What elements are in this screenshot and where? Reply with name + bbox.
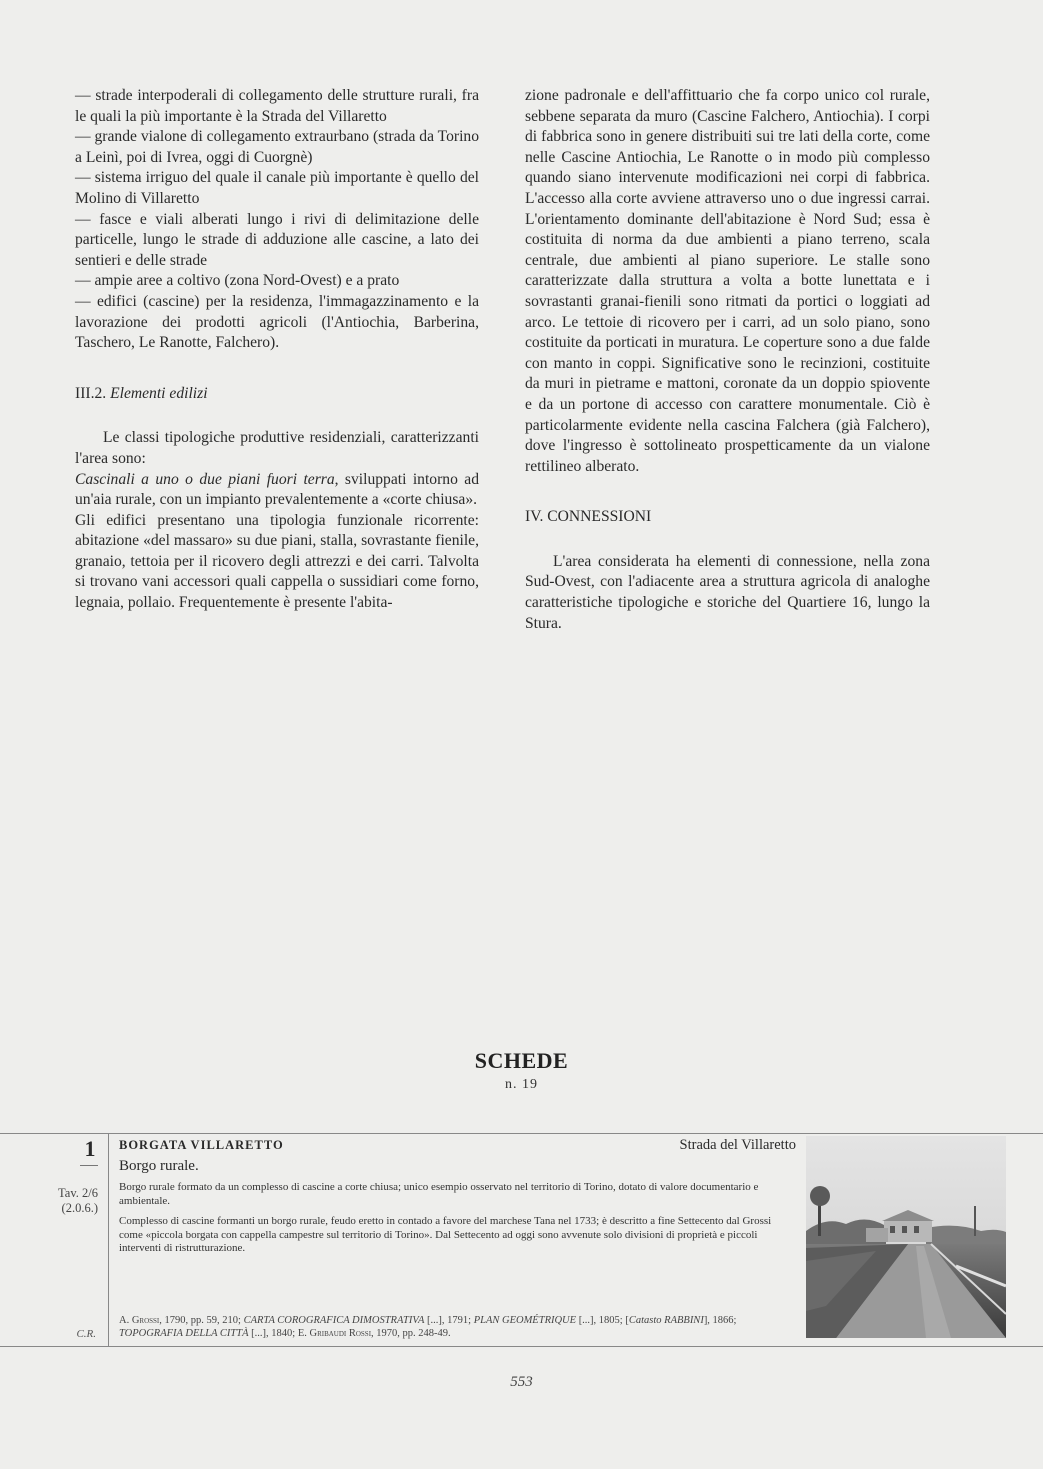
list-item-fasce: — fasce e viali alberati lungo i rivi di delimitazione delle particelle, lungo le strade di adduzione alle cascine, a lato dei sentieri e delle strade (75, 210, 479, 269)
borgata-photo-image (806, 1136, 1006, 1338)
card-description-summary: Borgo rurale formato da un complesso di cascine a corte chiusa; unico esempio osservato nel territorio di Torino, dotato di valore documentario e ambientale. (119, 1181, 759, 1207)
paragraph-connessioni: L'area considerata ha elementi di connessione, nella zona Sud-Ovest, con l'adiacente area a struttura agricola di analoghe caratteristiche tipologiche e storiche del Quartiere 16, lungo la Stura. (525, 552, 930, 632)
list-item-edifici: — edifici (cascine) per la residenza, l'immagazzinamento e la lavorazione dei prodotti agricoli (l'Antiochia, Barberina, Taschero, Le Ranotte, Falchero). (75, 292, 479, 352)
cascinali-text: , sviluppati intorno ad un'aia rurale, con un impianto prevalentemente a «corte chiusa». (75, 470, 480, 509)
card-street: Strada del Villaretto (679, 1137, 796, 1153)
paragraph-edifici: Gli edifici presentano una tipologia funzionale ricorrente: abitazione «del massaro» su due piani, stalla, sovrastante fienile, granaio, tettoia per il ricovero degli attrezzi e dei carri. Talvolta si trovano vani accessori quali cappella o sussidiari come forno, legnaia, pollaio. Frequentemente è presente l'abita- (75, 511, 479, 612)
section-title: Elementi edilizi (110, 384, 208, 402)
ref-author-gribaudi: Gribaudi Rossi (309, 1328, 372, 1339)
ref-title: TOPOGRAFIA DELLA CITTÀ (119, 1328, 249, 1339)
list-item-irriguo: — sistema irriguo del quale il canale più importante è quello del Molino di Villaretto (75, 169, 479, 207)
ref-text: [...], 1791; (424, 1315, 474, 1326)
paragraph-cascinali (75, 470, 479, 511)
schede-number: n. 19 (505, 1077, 538, 1092)
card-tav-code: (2.0.6.) (61, 1201, 98, 1215)
card-tav (30, 1186, 98, 1216)
schede-title: SCHEDE (474, 1048, 569, 1073)
card-author: C.R. (76, 1328, 96, 1340)
section-number: III.2. (75, 384, 107, 402)
card-description-history: Complesso di cascine formanti un borgo rurale, feudo eretto in contado a favore del marchese Tana nel 1733; è descritto a fine Settecento dal Grossi come «piccola borgata con cappella campestre sul territorio di Torino». Dal Settecento ad oggi sono avvenute solo divisioni di proprietà e piccoli interventi di ristrutturazione. (119, 1215, 772, 1254)
paragraph-abitazione: zione padronale e dell'affittuario che fa corpo unico col rurale, sebbene separata da muro (Cascine Falchero, Antiochia). I corpi di fabbrica sono in genere distribuiti sui tre lati della corte, come nelle Cascine Antiochia, Le Ranotte o in modo più complesso quando siano intervenute modificazioni nei corpi di fabbrica. L'accesso alla corte avviene attraverso uno o due ingressi carrai. L'orientamento dominante dell'abitazione è Nord Sud; essa è costituita di norma da due ambienti a piano terreno, scala centrale, due ambienti al piano superiore. Le stalle sono caratterizzate dalla struttura a volta a botte lunettata e i sovrastanti granai-fienili sono ritmati da portici o loggiati ad arco. Le tettoie di ricovero per i carri, ad un solo piano, sono costituite da porticati in muratura. Le coperture sono a due falde con manto in coppi. Significative sono le recinzioni, costituite da muri in pietrame e mattoni, coronate da un doppio spiovente e da un portone di accesso con carattere monumentale. Ciò è particolarmente evidente nella cascina Falchera (già Falchero), dove l'ingresso è sottolineato prospetticamente da un vialone rettilineo alberato. (525, 87, 930, 475)
card-name: BORGATA VILLARETTO (119, 1138, 284, 1152)
card-tav-label: Tav. 2/6 (58, 1186, 98, 1200)
ref-text: , 1790, pp. 59, 210; (159, 1315, 244, 1326)
ref-title: Catasto RABBINI (628, 1315, 704, 1326)
ref-title: PLAN GEOMÉTRIQUE (473, 1315, 577, 1326)
page-number: 553 (510, 1374, 533, 1390)
ref-title: CARTA COROGRAFICA DIMOSTRATIVA (243, 1315, 425, 1326)
right-column (525, 86, 930, 634)
card-number: 1 (84, 1136, 96, 1161)
list-item-strade: — strade interpoderali di collegamento delle strutture rurali, fra le quali la più importante è la Strada del Villaretto (75, 87, 479, 125)
cascinali-term: Cascinali a uno o due piani fuori terra (75, 470, 335, 488)
ref-text: [...], 1840; E. (248, 1328, 310, 1339)
list-item-aree: — ampie aree a coltivo (zona Nord-Ovest) e a prato (75, 272, 400, 290)
section-heading-elementi-edilizi (75, 384, 479, 405)
card-divider (108, 1134, 109, 1346)
ref-text: [...], 1805; [ (576, 1315, 629, 1326)
ref-text: ], 1866; (703, 1315, 737, 1326)
ref-author-grossi: A. Grossi (119, 1315, 160, 1326)
card-type: Borgo rurale. (119, 1158, 199, 1174)
list-item-vialone: — grande vialone di collegamento extraurbano (strada da Torino a Leinì, poi di Ivrea, oggi di Cuorgnè) (75, 128, 479, 166)
left-column (75, 86, 479, 614)
ref-text: , 1970, pp. 248-49. (371, 1328, 451, 1339)
catalog-card (0, 1133, 1043, 1347)
section-heading-connessioni: IV. CONNESSIONI (525, 508, 652, 526)
paragraph-classi: Le classi tipologiche produttive residenziali, caratterizzanti l'area sono: (75, 429, 479, 467)
borgata-photo (806, 1136, 1006, 1338)
card-references (119, 1314, 796, 1340)
card-number-rule (80, 1165, 98, 1166)
